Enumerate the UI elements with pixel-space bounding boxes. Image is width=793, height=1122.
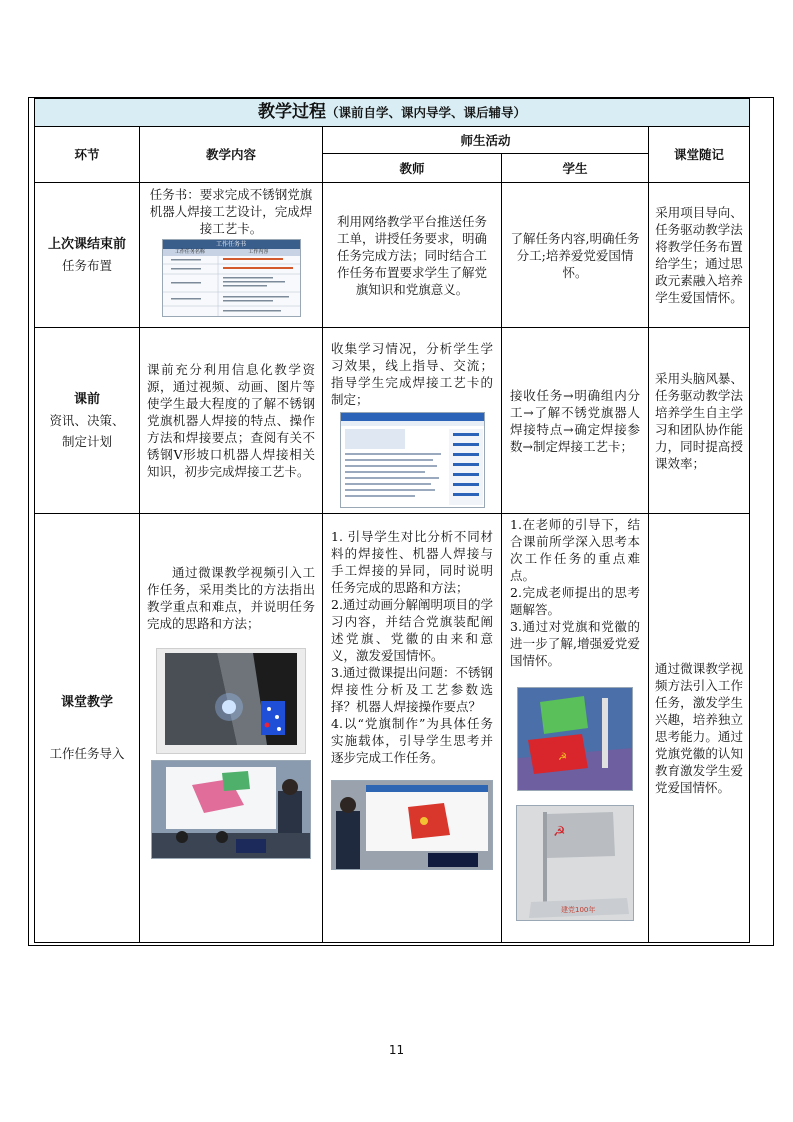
stage-subtitle: 资讯、决策、 xyxy=(49,413,125,428)
table-row xyxy=(35,183,750,328)
content-text: 通过微课教学视频引入工作任务，采用类比的方法指出教学重点和难点，并说明任务完成的思路和方法； xyxy=(147,565,315,631)
classroom-photo-2 xyxy=(331,780,493,870)
notes-cell xyxy=(649,183,750,328)
stage-cell xyxy=(35,514,140,943)
header-notes: 课堂随记 xyxy=(649,127,750,183)
task-sheet-col-a: 工作任务名称 xyxy=(174,249,205,255)
student-text: 了解任务内容,明确任务分工;培养爱党爱国情怀。 xyxy=(510,230,640,280)
stage-cell xyxy=(35,183,140,328)
student-cell xyxy=(502,328,649,514)
page-number: 11 xyxy=(388,1043,405,1057)
content-cell xyxy=(140,183,323,328)
flag-render xyxy=(516,805,634,921)
flag-emblem-icon: ☭ xyxy=(558,752,567,763)
teacher-text: 利用网络教学平台推送任务工单，讲授任务要求，明确任务完成方法；同时结合工作任务布置要求学生了解党旗知识和党旗意义。 xyxy=(336,213,487,297)
header-teacher: 教师 xyxy=(323,154,502,183)
student-cell xyxy=(502,183,649,328)
content-cell xyxy=(140,514,323,943)
notes-text: 通过微课教学视频方法引入工作任务，激发学生兴趣，培养独立思考能力。通过党旗党徽的认知教育激发学生爱党爱国情怀。 xyxy=(655,661,744,795)
header-activity: 师生活动 xyxy=(323,127,649,154)
flag-render-graphic xyxy=(517,806,633,920)
classroom-photo-1 xyxy=(151,760,311,859)
table-row xyxy=(35,514,750,943)
teacher-item-1: 1. 引导学生对比分析不同材料的焊接性、机器人焊接与手工焊接的异同，同时说明任务完成的思路和方法； xyxy=(331,529,493,595)
notes-text: 采用项目导向、任务驱动教学法将教学任务布置给学生；通过思政元素融入培养学生爱国情怀。 xyxy=(655,205,743,305)
task-sheet-col-b: 工作内容 xyxy=(248,249,269,255)
stage-subtitle-2: 制定计划 xyxy=(61,434,112,449)
stage-subtitle: 任务布置 xyxy=(61,258,112,273)
table-title xyxy=(35,99,750,127)
stage-subtitle: 工作任务导入 xyxy=(49,746,125,761)
notes-text: 采用头脑风暴、任务驱动教学法培养学生自主学习和团队协作能力，同时提高授课效率； xyxy=(655,370,744,471)
stage-title: 上次课结束前 xyxy=(47,237,126,252)
classroom-photo-graphic xyxy=(152,761,310,858)
content-cell xyxy=(140,328,323,514)
stage-title: 课前 xyxy=(73,392,100,407)
student-text: 接收任务→明确组内分工→了解不锈党旗器人焊接特点→确定焊接参数→制定焊接工艺卡； xyxy=(510,387,640,454)
teacher-cell xyxy=(323,328,502,514)
flag-assembly-render xyxy=(517,687,633,791)
teacher-item-4: 4.以“党旗制作”为具体任务实施载体，引导学生思考并逐步完成工作任务。 xyxy=(331,716,493,765)
content-text: 任务书：要求完成不锈钢党旗机器人焊接工艺设计，完成焊接工艺卡。 xyxy=(149,187,313,236)
title-main: 教学过程 xyxy=(258,102,326,122)
header-content: 教学内容 xyxy=(140,127,323,183)
student-cell xyxy=(502,514,649,943)
teacher-item-3: 3.通过微课提出问题：不锈钢焊接性分析及工艺参数选择？机器人焊接操作要点？ xyxy=(331,665,493,714)
stage-title: 课堂教学 xyxy=(60,695,113,710)
teacher-cell xyxy=(323,514,502,943)
teacher-list xyxy=(323,514,501,770)
table-row xyxy=(35,328,750,514)
header-stage: 环节 xyxy=(35,127,140,183)
welding-video-graphic xyxy=(157,649,305,753)
teacher-text: 收集学习情况，分析学生学习效果，线上指导、交流；指导学生完成焊接工艺卡的制定； xyxy=(331,341,493,407)
teacher-cell xyxy=(323,183,502,328)
teaching-process-table xyxy=(34,98,750,943)
content-text: 课前充分利用信息化教学资源，通过视频、动画、图片等使学生最大程度的了解不锈钢党旗机器人焊接的特点、操作方法和焊接要点；查阅有关不锈钢V形坡口机器人焊接相关知识，初步完成焊接工艺卡。 xyxy=(147,362,315,479)
student-list xyxy=(502,514,648,673)
header-student: 学生 xyxy=(502,154,649,183)
platform-screenshot-graphic xyxy=(341,413,485,508)
task-sheet-header: 工作任务书 xyxy=(163,240,300,249)
teacher-item-2: 2.通过动画分解阐明项目的学习内容，并结合党旗装配阐述党旗、党徽的由来和意义，激发爱国情怀。 xyxy=(331,597,493,663)
notes-cell xyxy=(649,514,750,943)
student-item-3: 3.通过对党旗和党徽的进一步了解,增强爱党爱国情怀。 xyxy=(510,619,640,668)
task-sheet-image xyxy=(162,239,301,317)
welding-video-still xyxy=(156,648,306,754)
notes-cell xyxy=(649,328,750,514)
learning-platform-screenshot xyxy=(340,412,485,508)
flag-base-text: 建党100年 xyxy=(561,906,596,914)
flag-emblem-icon: ☭ xyxy=(553,824,566,840)
student-item-2: 2.完成老师提出的思考题解答。 xyxy=(510,585,640,617)
title-sub: （课前自学、课内导学、课后辅导） xyxy=(326,105,527,120)
classroom-photo-2-graphic xyxy=(332,781,492,869)
flag-assembly-graphic xyxy=(518,688,632,790)
student-item-1: 1.在老师的引导下，结合课前所学深入思考本次工作任务的重点难点。 xyxy=(510,517,640,583)
task-sheet-lines xyxy=(163,256,301,317)
stage-cell xyxy=(35,328,140,514)
